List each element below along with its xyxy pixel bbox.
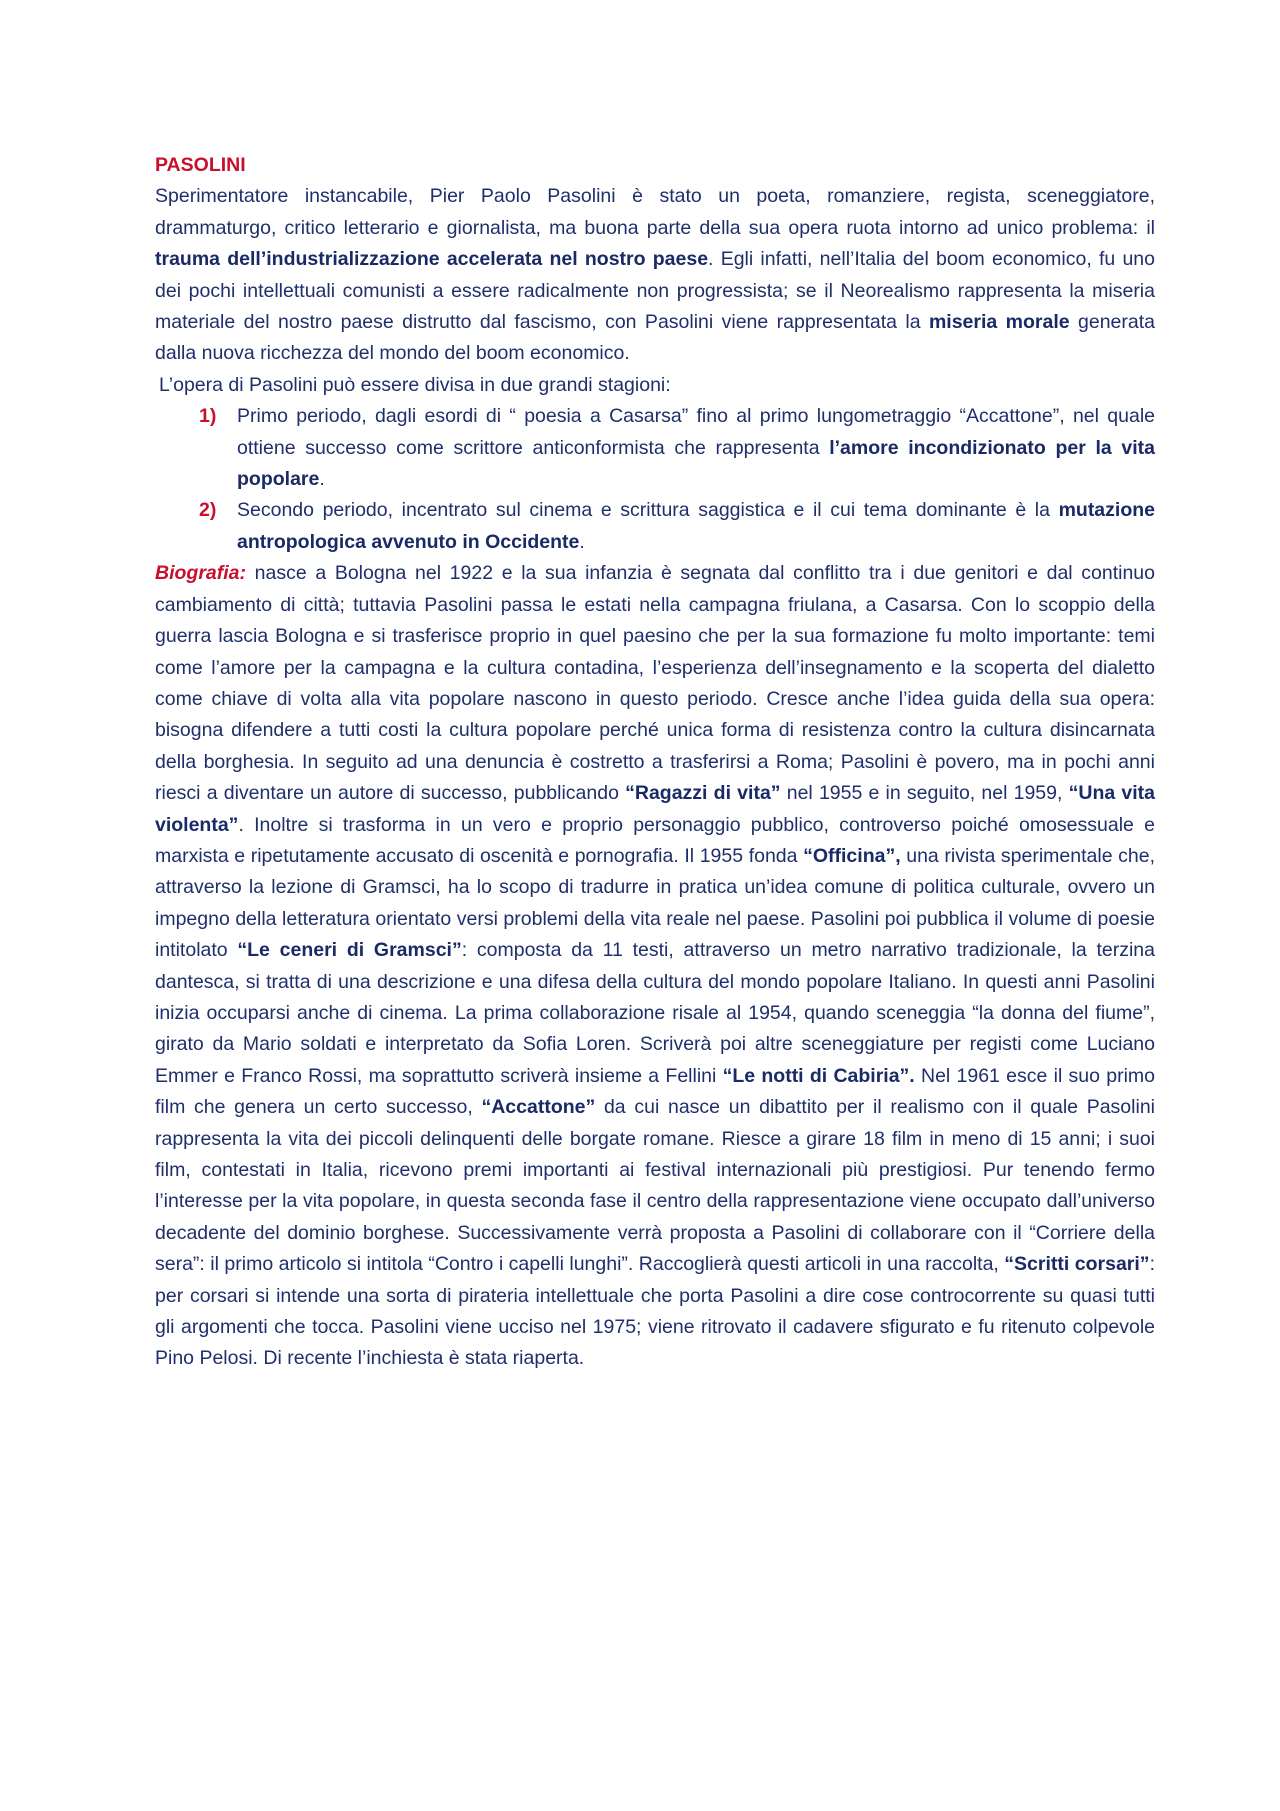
- bio-text-7: da cui nasce un dibattito per il realismo con il quale Pasolini rappresenta la vita dei piccoli delinquenti delle borgate romane. Riesce a girare 18 film in meno di 15 anni; i suoi film, contestati in Italia, ricevono premi importanti ai festival internazionali più prestigiosi. Pur tenendo fermo l’interesse per la vita popolare, in questa seconda fase il centro della rappresentazione viene occupato dall’universo decadente del dominio borghese. Successivamente verrà proposta a Pasolini di collaborare con il “Corriere della sera”: il primo articolo si intitola “Contro i capelli lunghi”. Raccoglierà questi articoli in una raccolta,: [155, 1096, 1155, 1276]
- bio-text-1: nasce a Bologna nel 1922 e la sua infanzia è segnata dal conflitto tra i due genitori e dal continuo cambiamento di città; tuttavia Pasolini passa le estati nella campagna friulana, a Casarsa. Con lo scoppio della guerra lascia Bologna e si trasferisce proprio in quel paesino che per la sua formazione fu molto importante: temi come l’amore per la campagna e la cultura contadina, l’esperienza dell’insegnamento e la scoperta del dialetto come chiave di volta alla vita popolare nascono in questo periodo. Cresce anche l’idea guida della sua opera: bisogna difendere a tutti costi la cultura popolare perché unica forma di resistenza contro la cultura disincarnata della borghesia. In seguito ad una denuncia è costretto a trasferirsi a Roma; Pasolini è povero, ma in pochi anni riesci a diventare un autore di successo, pubblicando: [155, 562, 1155, 805]
- intro-text-2: . Egli infatti, nell’Italia del boom economico, fu uno dei pochi intellettuali comunisti a essere radicalmente non progressista; se il Neorealismo rappresenta la miseria materiale del nostro paese distrutto dal fascismo, con Pasolini viene rappresentata la: [155, 248, 1155, 334]
- intro-bold-moral-misery: miseria morale: [928, 311, 1070, 334]
- period-number-2: 2): [199, 499, 217, 522]
- bio-bold-una-vita-violenta: “Una vita violenta”: [155, 782, 1155, 836]
- intro-text-1: Sperimentatore instancabile, Pier Paolo Pasolini è stato un poeta, romanziere, regista, sceneggiatore, drammaturgo, critico letterario e giornalista, ma buona parte della sua opera ruota intorno ad unico problema: il: [155, 185, 1155, 239]
- bio-text-8: : per corsari si intende una sorta di pirateria intellettuale che porta Pasolini a dire cose controcorrente su quasi tutti gli argomenti che tocca. Pasolini viene ucciso nel 1975; viene ritrovato il cadavere sfigurato e fu ritenuto colpevole Pino Pelosi. Di recente l’inchiesta è stata riaperta.: [155, 1253, 1155, 1370]
- period-1-text-2: .: [319, 468, 325, 491]
- bio-text-3: . Inoltre si trasforma in un vero e proprio personaggio pubblico, controverso poiché omosessuale e marxista e ripetutamente accusato di oscenità e pornografia. Il 1955 fonda: [155, 813, 1155, 867]
- bio-bold-accattone: “Accattone”: [481, 1096, 596, 1119]
- bio-bold-ceneri-di-gramsci: “Le ceneri di Gramsci”: [237, 939, 462, 962]
- biography-label: Biografia:: [155, 562, 247, 585]
- bio-text-2: nel 1955 e in seguito, nel 1959,: [780, 782, 1069, 805]
- period-2-bold: mutazione antropologica avvenuto in Occidente: [237, 499, 1155, 553]
- intro-bold-industrialization: trauma dell’industrializzazione accelerata nel nostro paese: [155, 248, 709, 271]
- period-2-text-1: Secondo periodo, incentrato sul cinema e scrittura saggistica e il cui tema dominante è la: [237, 499, 1059, 522]
- intro-paragraph: [155, 181, 1155, 369]
- bio-text-6: Nel 1961 esce il suo primo film che genera un certo successo,: [155, 1064, 1155, 1119]
- bio-bold-officina: “Officina”,: [803, 844, 901, 867]
- period-item-2: [199, 495, 1155, 558]
- period-1-bold: l’amore incondizionato per la vita popolare: [237, 436, 1155, 491]
- bio-text-5: : composta da 11 testi, attraverso un metro narrativo tradizionale, la terzina dantesca, si tratta di una descrizione e una difesa della cultura del mondo popolare Italiano. In questi anni Pasolini inizia occuparsi anche di cinema. La prima collaborazione risale al 1954, quando sceneggia “la donna del fiume”, girato da Mario soldati e interpretato da Sofia Loren. Scriverà poi altre sceneggiature per registi come Luciano Emmer e Franco Rossi, ma soprattutto scriverà insieme a Fellini: [155, 939, 1156, 1087]
- document-page: [155, 150, 1155, 1375]
- period-item-1: [199, 401, 1155, 495]
- bio-bold-scritti-corsari: “Scritti corsari”: [1004, 1253, 1150, 1276]
- bio-bold-ragazzi-di-vita: “Ragazzi di vita”: [625, 782, 781, 805]
- period-2-text-2: .: [579, 530, 585, 553]
- periods-list: [155, 401, 1155, 558]
- intro-text-3: generata dalla nuova ricchezza del mondo del boom economico.: [155, 311, 1155, 365]
- division-line: L’opera di Pasolini può essere divisa in due grandi stagioni:: [159, 373, 671, 396]
- bio-text-4: una rivista sperimentale che, attraverso la lezione di Gramsci, ha lo scopo di tradurre in pratica un’idea comune di politica culturale, ovvero un impegno della letteratura orientato versi problemi della vita reale nel paese. Pasolini poi pubblica il volume di poesie intitolato: [155, 844, 1155, 962]
- period-number-1: 1): [199, 405, 217, 428]
- period-1-text-1: Primo periodo, dagli esordi di “ poesia a Casarsa” fino al primo lungometraggio “Accattone”, nel quale ottiene successo come scrittore anticonformista che rappresenta: [237, 405, 1155, 459]
- bio-bold-notti-di-cabiria: “Le notti di Cabiria”.: [722, 1064, 915, 1087]
- document-title: PASOLINI: [155, 154, 246, 176]
- biography-paragraph: [155, 558, 1155, 1375]
